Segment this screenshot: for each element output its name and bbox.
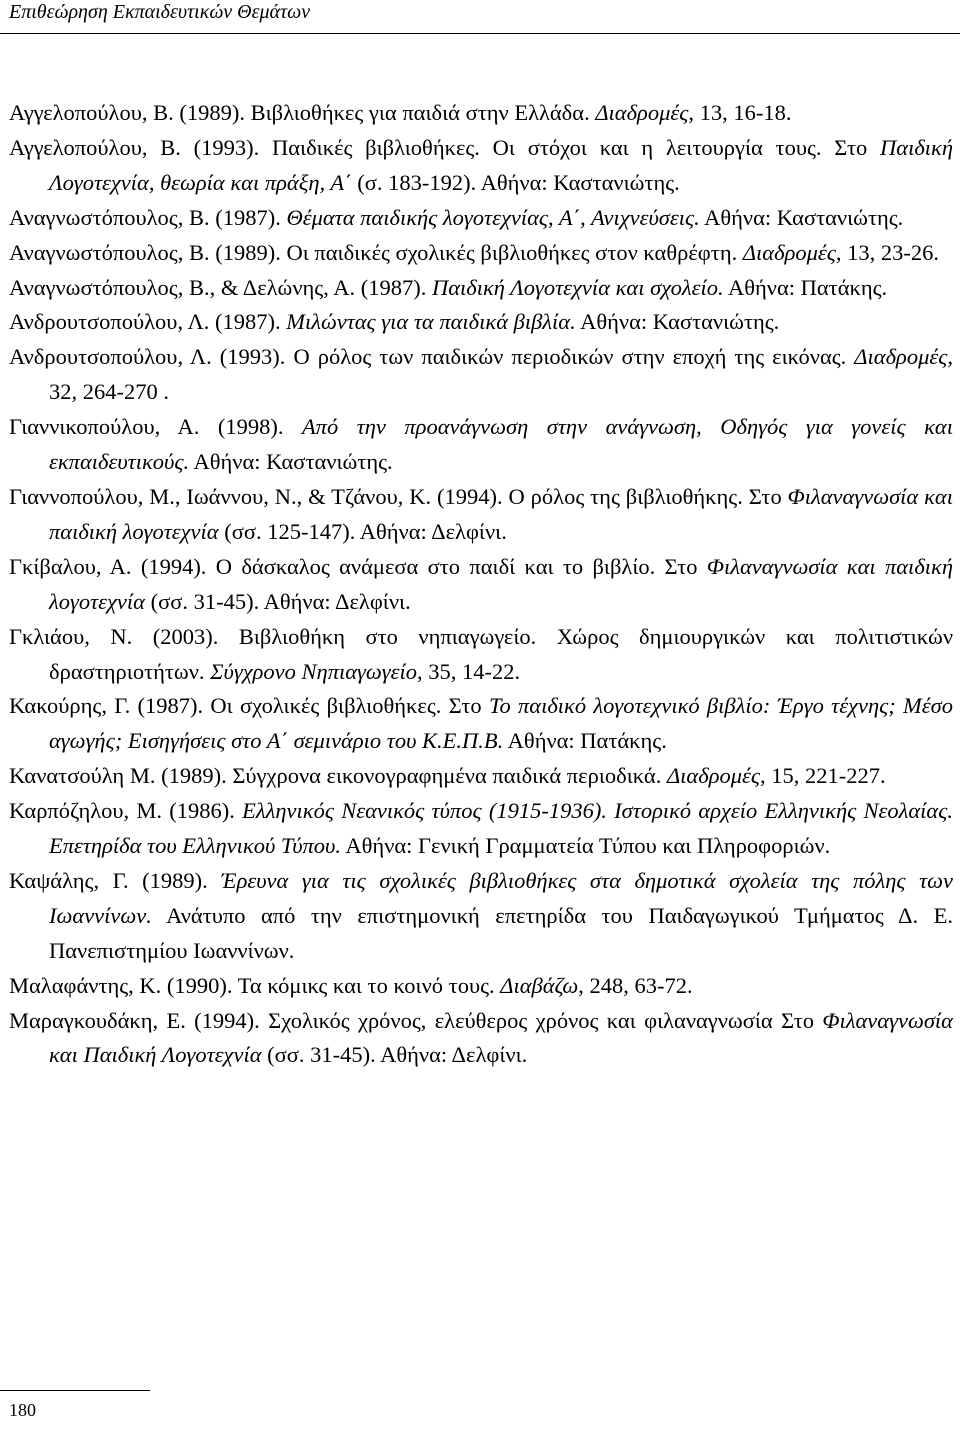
- reference-text: Αγγελοπούλου, Β. (1989). Βιβλιοθήκες για παιδιά στην Ελλάδα.: [9, 100, 596, 125]
- reference-title-italic: Φιλαναγνωσία και παιδική λογοτεχνία: [49, 553, 953, 614]
- reference-text: Αθήνα: Γενική Γραμματεία Τύπου και Πληροφοριών.: [341, 833, 831, 859]
- reference-text: Αθήνα: Πατάκης.: [503, 728, 667, 754]
- reference-text: Ανάτυπο από την επιστημονική επετηρίδα του Παιδαγωγικού Τμήματος Δ. Ε. Πανεπιστημίου Ιωαννίνων.: [49, 902, 953, 963]
- reference-entry: [9, 410, 953, 480]
- page-number: 180: [9, 1400, 36, 1420]
- reference-entry: [9, 864, 953, 969]
- reference-text: (σσ. 31-45). Αθήνα: Δελφίνι.: [144, 588, 411, 614]
- reference-entry: [9, 1004, 953, 1074]
- reference-entry: [9, 201, 953, 236]
- reference-text: Ανδρουτσοπούλου, Λ. (1993). Ο ρόλος των παιδικών περιοδικών στην εποχή της εικόνας.: [9, 344, 855, 370]
- reference-text: 32, 264-270 .: [49, 379, 169, 405]
- reference-entry: [9, 305, 953, 340]
- footer-divider: [0, 1390, 150, 1391]
- reference-title-italic: Το παιδικό λογοτεχνικό βιβλίο: Έργο τέχνης; Μέσο αγωγής; Εισηγήσεις στο Α΄ σεμινάριο του Κ.Ε.Π.Β.: [49, 693, 953, 754]
- reference-text: Αναγνωστόπουλος, Β. (1987).: [9, 204, 287, 230]
- reference-text: Αθήνα: Καστανιώτης.: [575, 309, 780, 335]
- reference-text: Ανδρουτσοπούλου, Λ. (1987).: [9, 309, 287, 335]
- reference-title-italic: Διαδρομές: [666, 763, 761, 789]
- reference-title-italic: Φιλαναγνωσία και παιδική λογοτεχνία: [49, 483, 953, 544]
- reference-text: Αγγελοπούλου, Β. (1993). Παιδικές βιβλιοθήκες. Οι στόχοι και η λειτουργία τους. Στο: [9, 134, 881, 160]
- reference-text: Αναγνωστόπουλος, Β., & Δελώνης, Α. (1987).: [9, 274, 432, 300]
- reference-title-italic: Διαδρομές,: [854, 344, 953, 370]
- reference-text: (σσ. 31-45). Αθήνα: Δελφίνι.: [261, 1042, 528, 1068]
- reference-entry: [9, 620, 953, 690]
- header-divider: [0, 33, 960, 34]
- reference-text: , 248, 63-72.: [578, 972, 693, 998]
- reference-text: , 15, 221-227.: [760, 763, 886, 789]
- reference-text: Αθήνα: Καστανιώτης.: [699, 204, 904, 230]
- running-header: Επιθεώρηση Εκπαιδευτικών Θεμάτων: [9, 1, 311, 23]
- reference-entry: [9, 759, 953, 794]
- reference-text: Κανατσούλη Μ. (1989). Σύγχρονα εικονογραφημένα παιδικά περιοδικά.: [9, 763, 667, 789]
- reference-title-italic: Από την προανάγνωση στην ανάγνωση, Οδηγός για γονείς και εκπαιδευτικούς.: [49, 414, 953, 475]
- reference-list: [9, 96, 953, 1073]
- reference-text: Μαλαφάντης, Κ. (1990). Τα κόμικς και το κοινό τους.: [9, 972, 501, 998]
- reference-text: (σ. 183-192). Αθήνα: Καστανιώτης.: [351, 169, 680, 195]
- reference-text: 13, 16-18.: [694, 100, 792, 125]
- reference-entry: [9, 550, 953, 620]
- reference-text: Καρπόζηλου, Μ. (1986).: [9, 798, 243, 824]
- reference-title-italic: Σύγχρονο Νηπιαγωγείο: [210, 658, 418, 684]
- reference-entry: [9, 689, 953, 759]
- reference-entry: [9, 794, 953, 864]
- reference-title-italic: Έρευνα για τις σχολικές βιβλιοθήκες στα δημοτικά σχολεία της πόλης των Ιωαννίνων.: [49, 867, 953, 928]
- reference-title-italic: Θέματα παιδικής λογοτεχνίας, Α΄, Ανιχνεύσεις.: [286, 204, 700, 230]
- reference-text: Γιαννοπούλου, Μ., Ιωάννου, Ν., & Τζάνου, Κ. (1994). Ο ρόλος της βιβλιοθήκης. Στο: [9, 483, 788, 509]
- reference-entry: [9, 480, 953, 550]
- reference-text: (σσ. 125-147). Αθήνα: Δελφίνι.: [218, 518, 507, 544]
- reference-text: , 13, 23-26.: [835, 239, 940, 265]
- reference-title-italic: Διαβάζω: [500, 972, 579, 998]
- reference-entry: [9, 271, 953, 306]
- reference-text: Γκλιάου, Ν. (2003). Βιβλιοθήκη στο νηπιαγωγείο. Χώρος δημιουργικών και πολιτιστικών δραστηριοτήτων.: [9, 623, 953, 684]
- reference-entry: [9, 969, 953, 1004]
- reference-entry: [9, 340, 953, 410]
- reference-title-italic: Μιλώντας για τα παιδικά βιβλία.: [286, 309, 576, 335]
- reference-text: Κακούρης, Γ. (1987). Οι σχολικές βιβλιοθήκες. Στο: [9, 693, 489, 719]
- reference-entry: [9, 236, 953, 271]
- reference-text: Αναγνωστόπουλος, Β. (1989). Οι παιδικές σχολικές βιβλιοθήκες στον καθρέφτη.: [9, 239, 743, 265]
- reference-entry: [9, 131, 953, 201]
- reference-text: Μαραγκουδάκη, Ε. (1994). Σχολικός χρόνος, ελεύθερος χρόνος και φιλαναγνωσία Στο: [9, 1007, 823, 1033]
- reference-entry: [9, 96, 953, 131]
- reference-text: Αθήνα: Πατάκης.: [723, 274, 888, 300]
- reference-text: , 35, 14-22.: [417, 658, 521, 684]
- reference-text: Αθήνα: Καστανιώτης.: [189, 449, 393, 475]
- reference-title-italic: Διαδρομές: [742, 239, 836, 265]
- reference-title-italic: Παιδική Λογοτεχνία, θεωρία και πράξη, Α΄: [49, 134, 953, 195]
- reference-title-italic: Παιδική Λογοτεχνία και σχολείο.: [431, 274, 724, 300]
- reference-text: Καψάλης, Γ. (1989).: [9, 867, 222, 893]
- reference-title-italic: Διαδρομές,: [595, 100, 695, 125]
- reference-text: Γιαννικοπούλου, Α. (1998).: [9, 414, 302, 440]
- reference-title-italic: Ελληνικός Νεανικός τύπος (1915-1936). Ιστορικό αρχείο Ελληνικής Νεολαίας. Επετηρίδα του Ελληνικού Τύπου.: [49, 798, 953, 859]
- reference-text: Γκίβαλου, Α. (1994). Ο δάσκαλος ανάμεσα στο παιδί και το βιβλίο. Στο: [9, 553, 707, 579]
- reference-title-italic: Φιλαναγνωσία και Παιδική Λογοτεχνία: [49, 1007, 953, 1068]
